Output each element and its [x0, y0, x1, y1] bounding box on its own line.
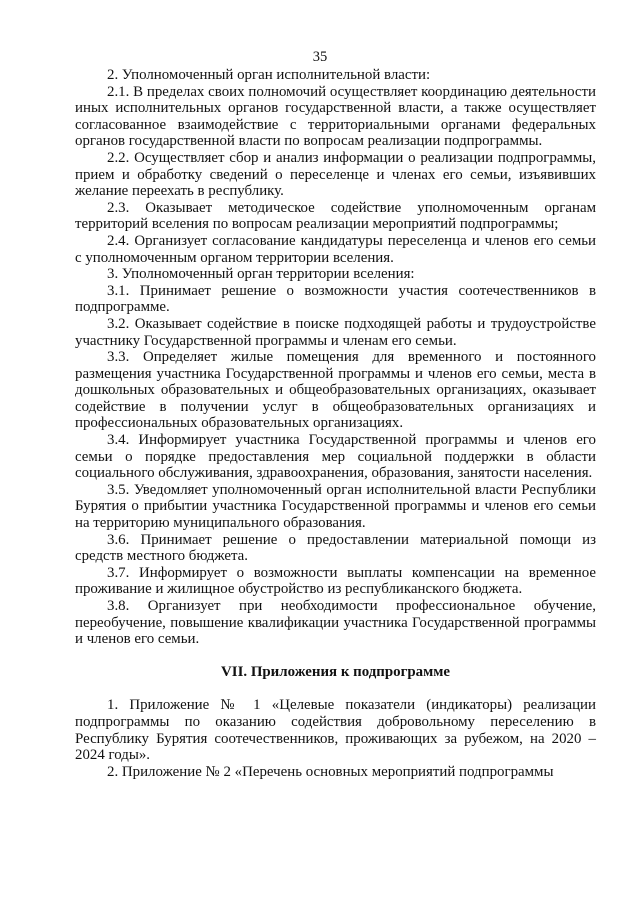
document-body	[75, 67, 596, 780]
paragraph: 2.4. Организует согласование кандидатуры переселенца и членов его семьи с уполномоченным органом территории вселения.	[75, 232, 596, 266]
paragraph: 3.6. Принимает решение о предоставлении материальной помощи из средств местного бюджета.	[75, 531, 596, 565]
paragraph: 2.3. Оказывает методическое содействие уполномоченным органам территорий вселения по вопросам реализации мероприятий подпрограммы;	[75, 199, 596, 233]
paragraph: 2.1. В пределах своих полномочий осуществляет координацию деятельности иных исполнительных органов государственной власти, а также осуществляет согласованное взаимодействие с территориальными органами федеральных органов государственной власти по вопросам реализации подпрограммы.	[75, 83, 596, 150]
paragraph: 3.4. Информирует участника Государственной программы и членов его семьи о порядке предоставления мер социальной поддержки в области социального обслуживания, здравоохранения, образования, занятости населения.	[75, 432, 596, 482]
paragraph: 3.2. Оказывает содействие в поиске подходящей работы и трудоустройстве участнику Государственной программы и членам его семьи.	[75, 315, 596, 349]
page-number: 35	[312, 49, 328, 65]
paragraph: 2.2. Осуществляет сбор и анализ информации о реализации подпрограммы, прием и обработку сведений о переселенце и членах его семьи, изъявивших желание переехать в республику.	[75, 149, 596, 200]
duties-list	[75, 67, 596, 648]
paragraph: 3. Уполномоченный орган территории вселения:	[107, 266, 415, 283]
paragraph: 3.7. Информирует о возможности выплаты компенсации на временное проживание и жилищное обустройство из республиканского бюджета.	[75, 564, 596, 598]
paragraph: 2. Приложение № 2 «Перечень основных мероприятий подпрограммы	[107, 763, 554, 780]
section-heading: VII. Приложения к подпрограмме	[221, 663, 450, 680]
paragraph: 1. Приложение № 1 «Целевые показатели (индикаторы) реализации подпрограммы по оказанию содействия добровольному переселению в Республику Бурятия соотечественников, проживающих за рубежом, на 2020 – 2024 годы».	[75, 697, 596, 764]
paragraph: 3.1. Принимает решение о возможности участия соотечественников в подпрограмме.	[75, 282, 596, 316]
paragraph: 3.5. Уведомляет уполномоченный орган исполнительной власти Республики Бурятия о прибытии участника Государственной программы и членов его семьи на территорию муниципального образования.	[75, 481, 596, 532]
paragraph: 2. Уполномоченный орган исполнительной власти:	[107, 67, 431, 83]
appendix-list	[75, 697, 596, 780]
paragraph: 3.3. Определяет жилые помещения для временного и постоянного размещения участника Государственной программы и членов его семьи, места в дошкольных образовательных и общеобразовательных организациях, оказывает содействие в получении услуг в общеобразовательных организациях и профессиональных образовательных организациях.	[75, 349, 596, 432]
paragraph: 3.8. Организует при необходимости профессиональное обучение, переобучение, повышение квалификации участника Государственной программы и членов его семьи.	[75, 598, 596, 648]
